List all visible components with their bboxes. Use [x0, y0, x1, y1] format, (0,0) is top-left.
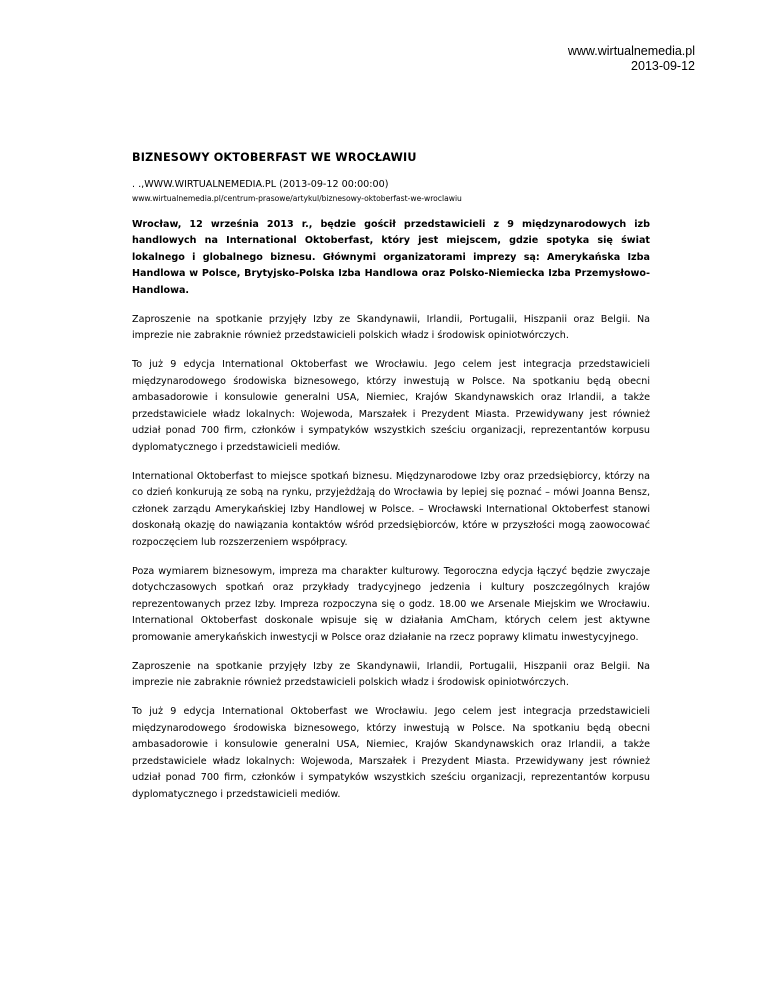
article-paragraph: Poza wymiarem biznesowym, impreza ma charakter kulturowy. Tegoroczna edycja łączyć będzie zwyczaje dotychczasowych spotkań oraz przykłady tradycyjnego jedzenia i kultury poszczególnych krajów reprezentowanych przez Izby. Impreza rozpoczyna się o godz. 18.00 we Arsenale Miejskim we Wrocławiu. International Oktoberfast doskonale wpisuje się w działania AmCham, których celem jest aktywne promowanie amerykańskich inwestycji w Polsce oraz działanie na rzecz poprawy klimatu inwestycyjnego.: [132, 565, 650, 643]
article-paragraph: Zaproszenie na spotkanie przyjęły Izby ze Skandynawii, Irlandii, Portugalii, Hiszpanii oraz Belgii. Na imprezie nie zabraknie również przedstawicieli polskich władz i środowisk opiniotwórczych.: [132, 660, 650, 688]
article-paragraph: To już 9 edycja International Oktoberfast we Wrocławiu. Jego celem jest integracja przedstawicieli międzynarodowego środowiska biznesowego, którzy inwestują w Polsce. Na spotkaniu będą obecni ambasadorowie i konsulowie generalni USA, Niemiec, Krajów Skandynawskich oraz Irlandii, a także przedstawiciele władz lokalnych: Wojewoda, Marszałek i Prezydent Miasta. Przewidywany jest również udział ponad 700 firm, członków i sympatyków wszystkich sześciu organizacji, reprezentantów korpusu dyplomatycznego i przedstawicieli mediów.: [132, 359, 650, 453]
article-paragraph: To już 9 edycja International Oktoberfast we Wrocławiu. Jego celem jest integracja przedstawicieli międzynarodowego środowiska biznesowego, którzy inwestują w Polsce. Na spotkaniu będą obecni ambasadorowie i konsulowie generalni USA, Niemiec, Krajów Skandynawskich oraz Irlandii, a także przedstawiciele władz lokalnych: Wojewoda, Marszałek i Prezydent Miasta. Przewidywany jest również udział ponad 700 firm, członków i sympatyków wszystkich sześciu organizacji, reprezentantów korpusu dyplomatycznego i przedstawicieli mediów.: [132, 706, 650, 800]
article-paragraph: Zaproszenie na spotkanie przyjęły Izby ze Skandynawii, Irlandii, Portugalii, Hiszpanii oraz Belgii. Na imprezie nie zabraknie również przedstawicieli polskich władz i środowisk opiniotwórczych.: [132, 313, 650, 341]
article-paragraph: International Oktoberfast to miejsce spotkań biznesu. Międzynarodowe Izby oraz przedsiębiorcy, którzy na co dzień konkurują ze sobą na rynku, przyjeżdżają do Wrocławia by lepiej się poznać – mówi Joanna Bensz, członek zarządu Amerykańskiej Izby Handlowej w Polsce. – Wrocławski International Oktoberfest stanowi doskonałą okazję do nawiązania kontaktów wśród przedsiębiorców, które w przyszłości mogą zaowocować rozpoczęciem lub rozszerzeniem współpracy.: [132, 470, 650, 548]
article: [132, 150, 650, 816]
article-title: BIZNESOWY OKTOBERFAST WE WROCŁAWIU: [132, 151, 417, 164]
article-source: . .,WWW.WIRTUALNEMEDIA.PL (2013-09-12 00:00:00): [132, 178, 389, 190]
header-date: 2013-09-12: [631, 59, 695, 73]
article-url: www.wirtualnemedia.pl/centrum-prasowe/artykul/biznesowy-oktoberfast-we-wroclawiu: [132, 193, 462, 203]
article-lead: Wrocław, 12 września 2013 r., będzie gościł przedstawicieli z 9 międzynarodowych izb handlowych na International Oktoberfast, który jest miejscem, gdzie spotyka się świat lokalnego i globalnego biznesu. Głównymi organizatorami imprezy są: Amerykańska Izba Handlowa w Polsce, Brytyjsko-Polska Izba Handlowa oraz Polsko-Niemiecka Izba Przemysłowo-Handlowa.: [132, 218, 650, 296]
page-header: [568, 44, 695, 74]
site-url: www.wirtualnemedia.pl: [567, 44, 695, 58]
